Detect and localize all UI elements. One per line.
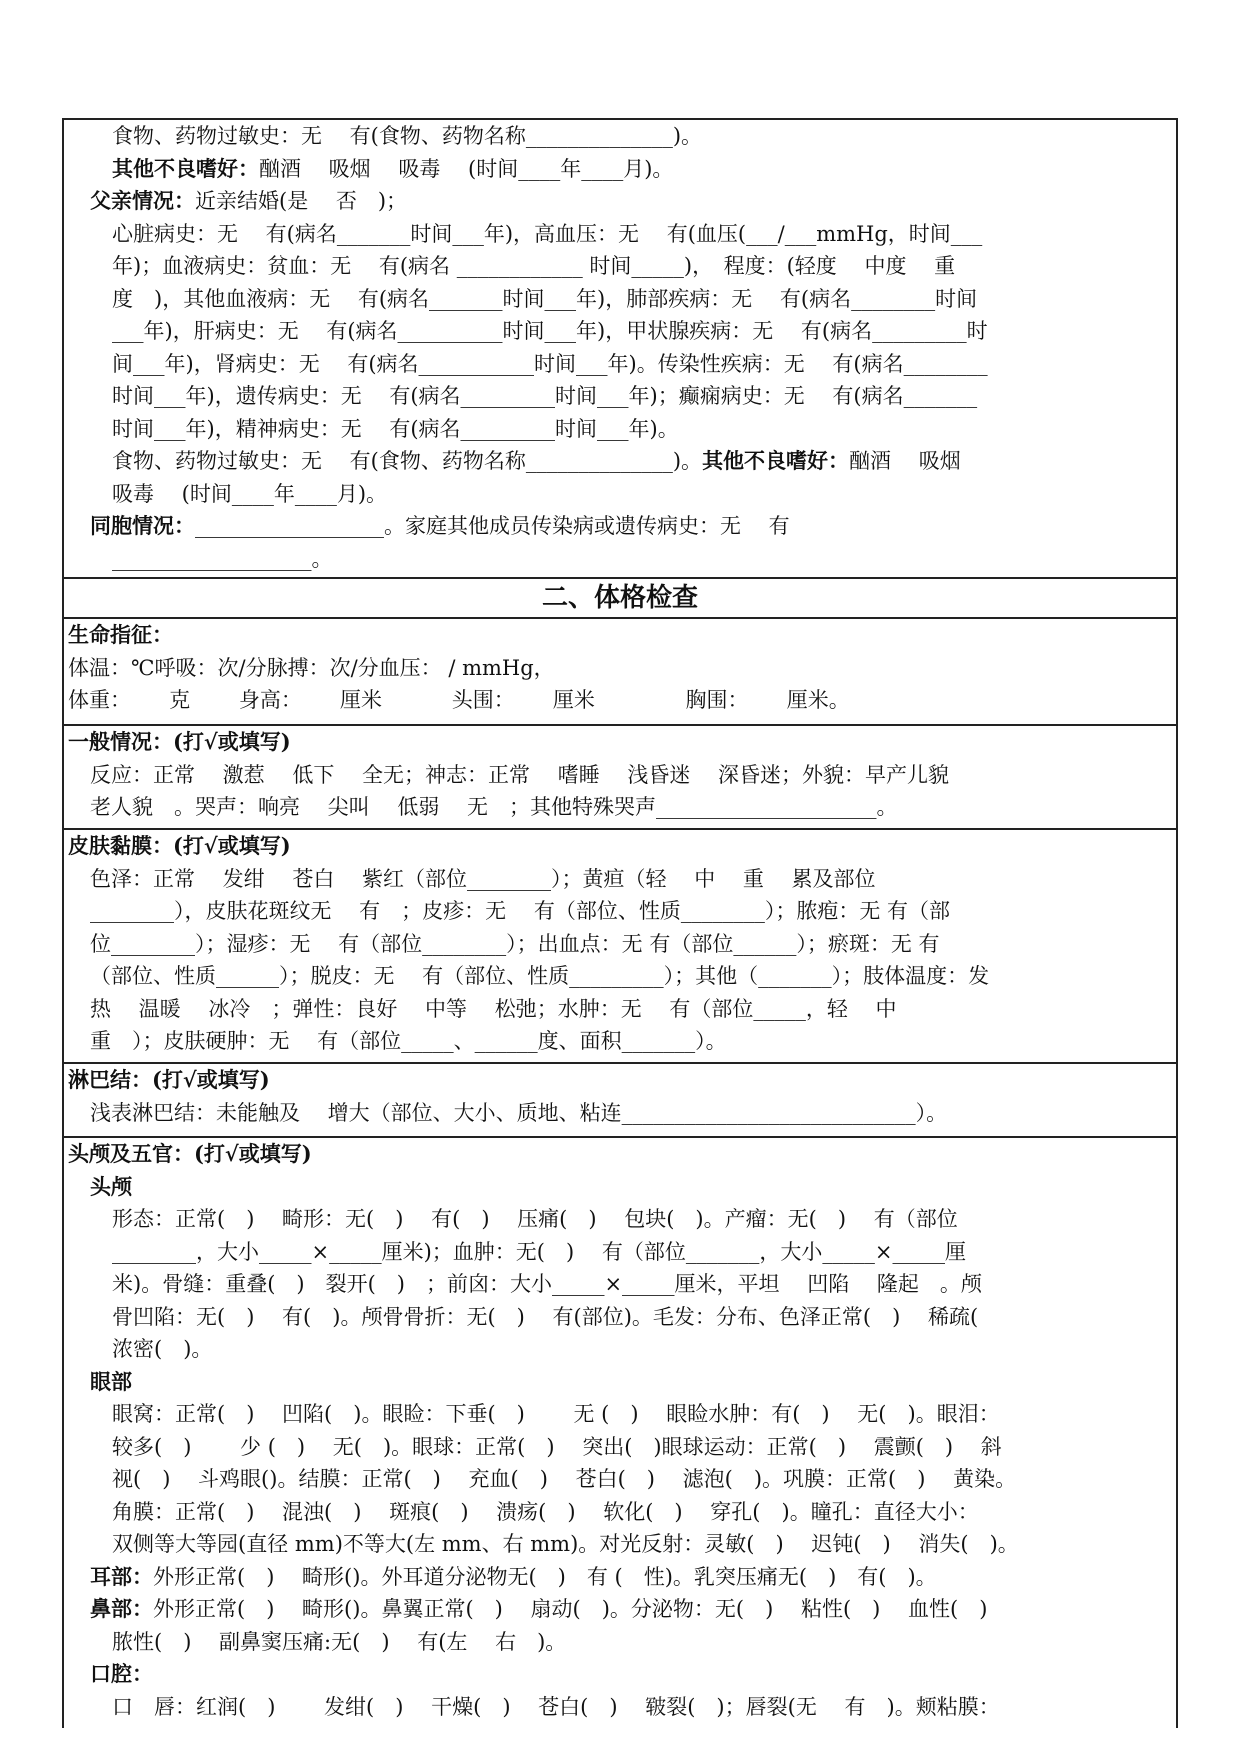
- field-text: 心脏病史：无 有(病名_______时间___年)，高血压：无 有(血压(___/___mmHg，时间___: [112, 221, 983, 246]
- lymph-node-heading: 淋巴结：(打√或填写): [68, 1067, 270, 1092]
- head-facial-section: [64, 1138, 1176, 1723]
- form-line: [68, 1496, 1172, 1529]
- form-line: [68, 120, 1172, 153]
- vital-signs-section: [64, 619, 1176, 726]
- form-line: [68, 1333, 1172, 1366]
- form-line: [68, 348, 1172, 381]
- field-label: 头颅: [90, 1173, 132, 1199]
- general-condition-heading: 一般情况：(打√或填写): [68, 729, 291, 754]
- field-text: 视( ) 斗鸡眼()。结膜：正常( ) 充血( ) 苍白( ) 滤泡( )。巩膜：正常( ) 黄染。: [112, 1467, 1017, 1491]
- field-text: 时间___年)，遗传病史：无 有(病名_________时间___年)；癫痫病史：无 有(病名_______: [112, 384, 978, 408]
- form-line: [68, 759, 1172, 792]
- field-text: 时间___年)，精神病史：无 有(病名_________时间___年)。: [112, 416, 679, 441]
- field-text: 酗酒 吸烟 吸毒 (时间____年____月)。: [259, 156, 674, 181]
- form-line: [68, 993, 1172, 1026]
- field-text: ___年)，肝病史：无 有(病名__________时间___年)，甲状腺疾病：无 有(病名_________时: [112, 319, 988, 343]
- field-text: 食物、药物过敏史：无 有(食物、药物名称______________)。: [112, 124, 703, 148]
- form-line: [68, 1658, 1172, 1691]
- skin-mucosa-heading: 皮肤黏膜：(打√或填写): [68, 833, 291, 858]
- form-line: [68, 478, 1172, 511]
- field-text: 吸毒 (时间____年____月)。: [112, 481, 388, 506]
- form-line: [68, 960, 1172, 993]
- field-text: 角膜：正常( ) 混浊( ) 斑痕( ) 溃疡( ) 软化( ) 穿孔( )。瞳孔：直径大小：: [112, 1499, 979, 1524]
- field-text: 反应：正常 激惹 低下 全无；神志：正常 嗜睡 浅昏迷 深昏迷；外貌：早产儿貌: [90, 762, 950, 787]
- form-line: [68, 1236, 1172, 1269]
- field-text: 食物、药物过敏史：无 有(食物、药物名称______________)。: [112, 449, 703, 473]
- field-label: 眼部: [90, 1368, 132, 1394]
- form-line: [68, 1301, 1172, 1334]
- form-line: [68, 1025, 1172, 1058]
- form-line: [68, 1398, 1172, 1431]
- form-line: [68, 928, 1172, 961]
- field-text: 双侧等大等园(直径 mm)不等大(左 mm、右 mm)。对光反射：灵敏( ) 迟钝( ) 消失( )。: [112, 1532, 1019, 1556]
- form-line: [68, 445, 1172, 478]
- field-text: 位________）；湿疹：无 有（部位________）；出血点：无 有（部位______）；瘀斑：无 有: [90, 931, 940, 956]
- field-text: 米)。骨缝：重叠( ) 裂开( ) ；前囟：大小_____×_____厘米，平坦 凹陷 隆起 。颅: [112, 1272, 982, 1296]
- field-text: 口 唇：红润( ) 发绀( ) 干燥( ) 苍白( ) 皲裂( )；唇裂(无 有 )。颊粘膜：: [112, 1694, 1000, 1719]
- skin-mucosa-section: [64, 830, 1176, 1064]
- field-text: （部位、性质______）；脱皮：无 有（部位、性质_________）；其他（_______）；肢体温度：发: [90, 964, 990, 988]
- form-line: [68, 218, 1172, 251]
- field-text: 较多( ) 少 ( ) 无( )。眼球：正常( ) 突出( )眼球运动：正常( ) 震颤( ) 斜: [112, 1434, 1002, 1459]
- lymph-node-section: [64, 1064, 1176, 1138]
- form-line: [68, 1463, 1172, 1496]
- field-label: 父亲情况：: [90, 188, 195, 213]
- field-label: 其他不良嗜好：: [112, 155, 259, 181]
- field-text: 浅表淋巴结：未能触及 增大（部位、大小、质地、粘连____________________________）。: [90, 1100, 948, 1125]
- form-line: [68, 1097, 1172, 1130]
- form-line: [68, 250, 1172, 283]
- form-line: [68, 153, 1172, 186]
- field-text: 间___年)，肾病史：无 有(病名___________时间___年)。传染性疾病：无 有(病名________: [112, 351, 988, 376]
- form-line: [68, 543, 1172, 576]
- physical-exam-title-section: [64, 579, 1176, 619]
- form-line: [68, 895, 1172, 928]
- exam-form: [62, 118, 1178, 1728]
- form-line: [68, 283, 1172, 316]
- field-text: __________________。家庭其他成员传染病或遗传病史：无 有: [195, 514, 790, 538]
- form-line: [68, 1691, 1172, 1724]
- field-text: 体重： 克 身高： 厘米 头围： 厘米 胸围： 厘米。: [68, 688, 850, 712]
- field-text: 年)；血液病史：贫血：无 有(病名 ____________ 时间_____)， 程度：(轻度 中度 重: [112, 254, 956, 278]
- field-text: 脓性( ) 副鼻窦压痛:无( ) 有(左 右 )。: [112, 1629, 567, 1654]
- field-label: 口腔：: [90, 1661, 153, 1686]
- field-text: 近亲结婚(是 否 )；: [195, 189, 408, 213]
- field-text: 形态：正常( ) 畸形：无( ) 有( ) 压痛( ) 包块( )。产瘤：无( ) 有（部位: [112, 1207, 958, 1231]
- field-label: 同胞情况：: [90, 513, 195, 538]
- form-line: [68, 863, 1172, 896]
- form-line: [68, 791, 1172, 824]
- form-line: [68, 1528, 1172, 1561]
- form-line: [68, 1203, 1172, 1236]
- field-text: 色泽：正常 发绀 苍白 紫红（部位________）；黄疸（轻 中 重 累及部位: [90, 866, 876, 891]
- field-text: 酗酒 吸烟: [849, 449, 961, 473]
- field-label: 耳部：: [90, 1563, 153, 1589]
- form-line: [68, 1268, 1172, 1301]
- section-title: 二、体格检查: [541, 583, 698, 613]
- field-text: 外形正常( ) 畸形()。鼻翼正常( ) 扇动( )。分泌物：无( ) 粘性( ) 血性( ): [153, 1597, 988, 1621]
- form-line: [68, 1593, 1172, 1626]
- form-line: [68, 1366, 1172, 1399]
- form-line: [68, 1626, 1172, 1659]
- form-line: [68, 413, 1172, 446]
- form-line: [68, 652, 1172, 685]
- form-line: [68, 185, 1172, 218]
- field-text: 度 )，其他血液病：无 有(病名_______时间___年)，肺部疾病：无 有(病名________时间: [112, 286, 978, 311]
- form-line: [68, 1171, 1172, 1204]
- form-line: [68, 1561, 1172, 1594]
- field-text: 重 ）；皮肤硬肿：无 有（部位_____、______度、面积_______）。: [90, 1029, 727, 1053]
- form-line: [68, 315, 1172, 348]
- form-line: [68, 684, 1172, 717]
- general-condition-section: [64, 726, 1176, 830]
- form-line: [68, 380, 1172, 413]
- field-text: 浓密( )。: [112, 1337, 213, 1361]
- field-text: 热 温暖 冰冷 ；弹性：良好 中等 松弛；水肿：无 有（部位_____，轻 中: [90, 996, 897, 1021]
- field-text: ________，大小_____×_____厘米)；血肿：无( ) 有（部位_______，大小_____×_____厘: [112, 1239, 966, 1264]
- field-label: 其他不良嗜好：: [702, 448, 850, 473]
- field-text: 骨凹陷：无( ) 有( )。颅骨骨折：无( ) 有(部位)。毛发：分布、色泽正常( ) 稀疏(: [112, 1304, 979, 1329]
- field-text: 老人貌 。哭声：响亮 尖叫 低弱 无 ；其他特殊哭声_____________________。: [90, 795, 898, 819]
- field-text: ___________________。: [112, 546, 333, 571]
- field-text: 眼窝：正常( ) 凹陷( )。眼睑：下垂( ) 无 ( ) 眼睑水肿：有( ) 无( )。眼泪：: [112, 1402, 1000, 1426]
- family-history-section: [64, 120, 1176, 579]
- field-label: 鼻部：: [90, 1596, 153, 1621]
- field-text: 外形正常( ) 畸形()。外耳道分泌物无( ) 有 ( 性)。乳突压痛无( ) 有( )。: [153, 1564, 937, 1589]
- vital-signs-heading: 生命指征：: [68, 622, 173, 647]
- head-facial-heading: 头颅及五官：(打√或填写): [68, 1141, 312, 1166]
- field-text: ________），皮肤花斑纹无 有 ；皮疹：无 有（部位、性质________）；脓疱：无 有（部: [90, 899, 951, 923]
- form-line: [68, 1431, 1172, 1464]
- form-line: [68, 510, 1172, 543]
- field-text: 体温：℃呼吸：次/分脉搏：次/分血压： / mmHg，: [68, 655, 555, 680]
